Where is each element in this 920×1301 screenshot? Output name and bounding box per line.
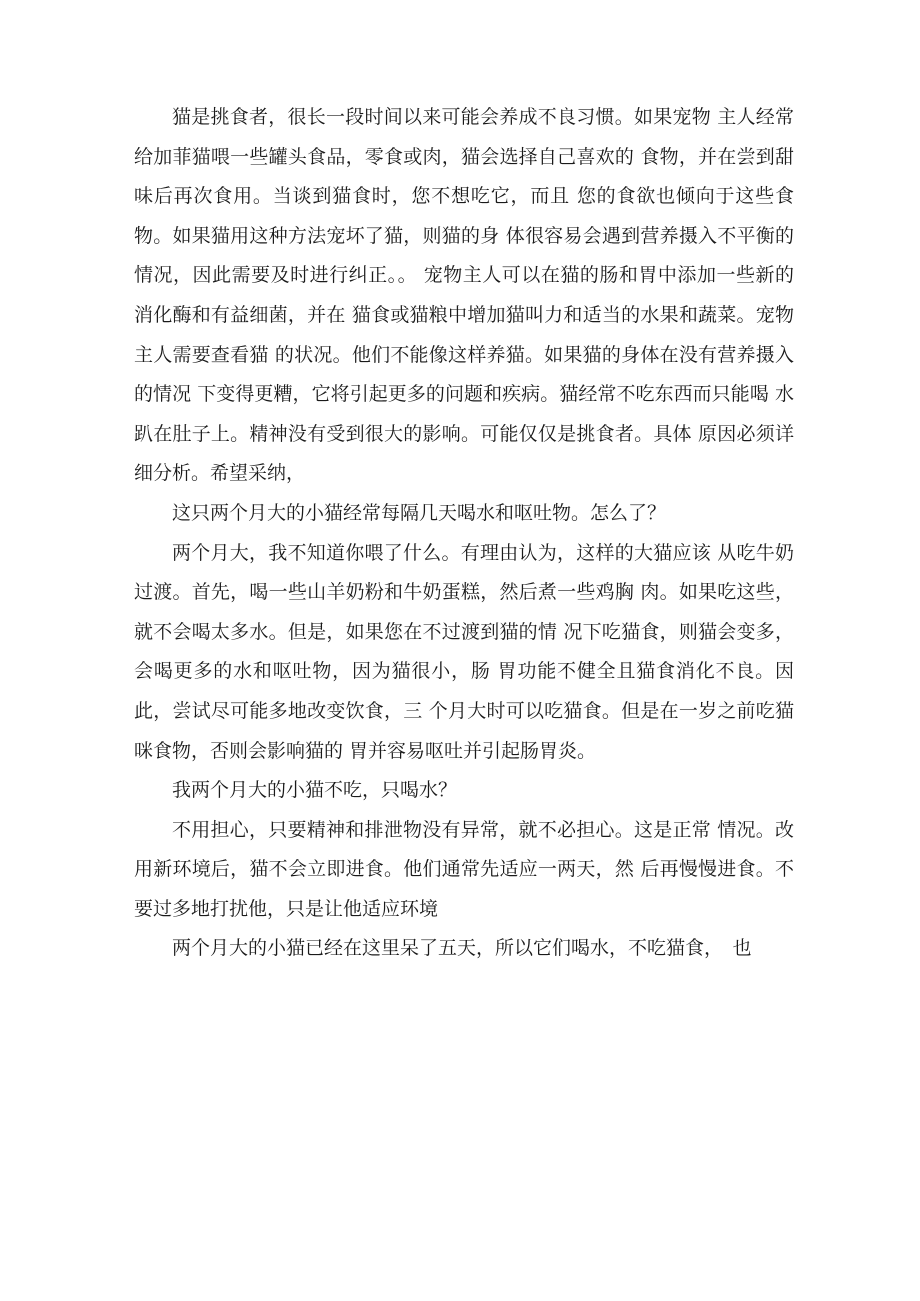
question-drinking-vomiting: 这只两个月大的小猫经常每隔几天喝水和呕吐物。怎么了？ — [172, 501, 667, 524]
answer-diet-transition: 两个月大，我不知道你喂了什么。有理由认为，这样的大猫应该 从吃牛奶过渡。首先，喝一些山羊奶粉和牛奶蛋糕，然后煮一些鸡胸 肉。如果吃这些，就不会喝太多水。但是，如果您在不过渡到猫的情 况下吃猫食，则猫会变多，会喝更多的水和呕吐物，因为猫很小，肠 胃功能不健全且猫食消化不良。因此，尝试尽可能多地改变饮食，三 个月大时可以吃猫食。但是在一岁之前吃猫咪食物，否则会影响猫的 胃并容易呕吐并引起肠胃炎。 — [134, 541, 794, 762]
paragraph-picky-eater: 猫是挑食者，很长一段时间以来可能会养成不良习惯。如果宠物 主人经常给加菲猫喂一些罐头食品，零食或肉，猫会选择自己喜欢的 食物，并在尝到甜味后再次食用。当谈到猫食时，您不想吃它，而且 您的食欲也倾向于这些食物。如果猫用这种方法宠坏了猫，则猫的身 体很容易会遇到营养摄入不平衡的情况，因此需要及时进行纠正。。 宠物主人可以在猫的肠和胃中添加一些新的消化酶和有益细菌，并在 猫食或猫粮中增加猫叫力和适当的水果和蔬菜。宠物主人需要查看猫 的状况。他们不能像这样养猫。如果猫的身体在没有营养摄入的情况 下变得更糟，它将引起更多的问题和疾病。猫经常不吃东西而只能喝 水趴在肚子上。精神没有受到很大的影响。可能仅仅是挑食者。具体 原因必须详细分析。希望采纳， — [134, 106, 794, 485]
question-not-eating: 我两个月大的小猫不吃，只喝水？ — [172, 779, 458, 802]
document-page — [134, 98, 794, 969]
paragraph-five-days: 两个月大的小猫已经在这里呆了五天，所以它们喝水，不吃猫食， 也 — [172, 937, 752, 960]
answer-new-environment: 不用担心，只要精神和排泄物没有异常，就不必担心。这是正常 情况。改用新环境后，猫不会立即进食。他们通常先适应一两天，然 后再慢慢进食。不要过多地打扰他，只是让他适应环境 — [134, 818, 794, 920]
